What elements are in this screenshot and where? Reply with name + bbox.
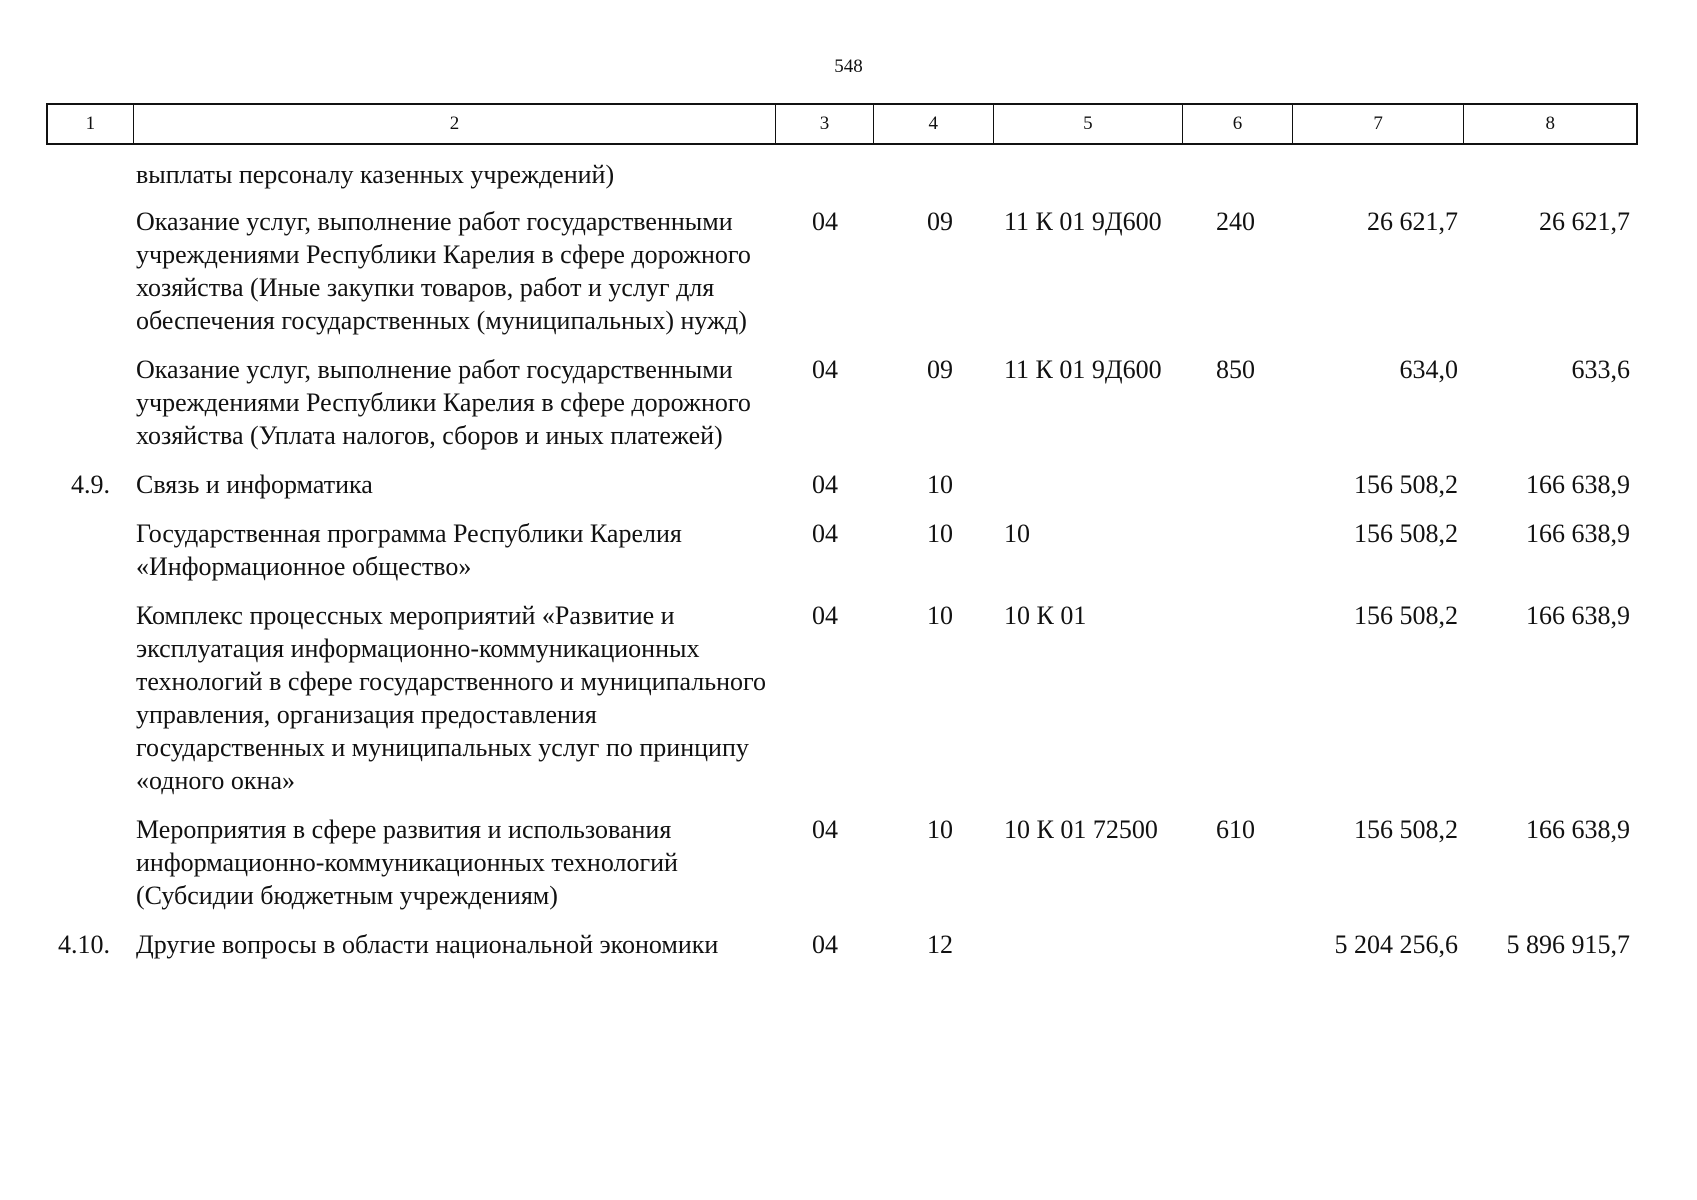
row-name: Оказание услуг, выполнение работ государственными учреждениями Республики Карелия в сфере дорожного хозяйства (Уплата налогов, сборов и иных платежей) xyxy=(136,355,751,450)
row-number: 4.9. xyxy=(71,470,110,499)
table-row xyxy=(46,353,1638,468)
table-row xyxy=(46,468,1638,517)
row-amount-1: 156 508,2 xyxy=(1354,815,1458,844)
row-section: 04 xyxy=(812,930,838,959)
row-target-article: 11 К 01 9Д600 xyxy=(1004,207,1162,236)
table-row xyxy=(46,205,1638,353)
row-number xyxy=(46,599,132,797)
row-name: выплаты персоналу казенных учреждений) xyxy=(136,160,615,189)
row-expense-type xyxy=(1184,928,1294,961)
row-name: Комплекс процессных мероприятий «Развитие и эксплуатация информационно-коммуникационных технологий в сфере государственного и муниципального управления, организация предоставления государственных и муниципальных услуг по принципу «одного окна» xyxy=(136,601,767,795)
row-name: Мероприятия в сфере развития и использования информационно-коммуникационных технологий (Субсидии бюджетным учреждениям) xyxy=(136,815,678,910)
row-subsection: 12 xyxy=(927,930,953,959)
table-row xyxy=(46,599,1638,813)
row-name: Оказание услуг, выполнение работ государственными учреждениями Республики Карелия в сфере дорожного хозяйства (Иные закупки товаров, работ и услуг для обеспечения государственных (муниципальных) нужд) xyxy=(136,207,751,335)
header-col-8: 8 xyxy=(1545,113,1555,134)
table-header xyxy=(46,103,1638,145)
row-target-article: 10 К 01 xyxy=(1004,601,1087,630)
row-amount-2: 166 638,9 xyxy=(1526,601,1630,630)
row-subsection: 10 xyxy=(927,601,953,630)
row-expense-type: 240 xyxy=(1216,207,1255,236)
row-amount-1: 5 204 256,6 xyxy=(1334,930,1458,959)
row-number xyxy=(46,517,132,583)
row-amount-1 xyxy=(1294,158,1466,191)
row-amount-2: 633,6 xyxy=(1571,355,1630,384)
row-subsection: 09 xyxy=(927,355,953,384)
header-col-2: 2 xyxy=(134,105,776,143)
header-col-5: 5 xyxy=(994,105,1184,143)
row-subsection: 09 xyxy=(927,207,953,236)
row-section: 04 xyxy=(812,470,838,499)
table-body xyxy=(46,158,1638,977)
row-amount-1: 156 508,2 xyxy=(1354,601,1458,630)
table-row xyxy=(46,813,1638,928)
row-subsection: 10 xyxy=(927,519,953,548)
row-section: 04 xyxy=(812,601,838,630)
table-row xyxy=(46,928,1638,977)
row-number xyxy=(46,813,132,912)
row-amount-1: 156 508,2 xyxy=(1354,519,1458,548)
row-amount-1: 26 621,7 xyxy=(1367,207,1458,236)
row-expense-type: 610 xyxy=(1216,815,1255,844)
row-number xyxy=(46,353,132,452)
row-target-article: 11 К 01 9Д600 xyxy=(1004,355,1162,384)
row-expense-type: 850 xyxy=(1216,355,1255,384)
row-amount-2: 166 638,9 xyxy=(1526,519,1630,548)
header-col-4: 4 xyxy=(874,105,994,143)
row-subsection: 10 xyxy=(927,815,953,844)
row-number xyxy=(46,158,132,191)
row-amount-1: 634,0 xyxy=(1399,355,1458,384)
table-row xyxy=(46,517,1638,599)
row-amount-2: 5 896 915,7 xyxy=(1506,930,1630,959)
row-target-article xyxy=(994,468,1184,501)
header-col-7: 7 xyxy=(1293,105,1465,143)
row-expense-type xyxy=(1184,517,1294,583)
row-section: 04 xyxy=(812,815,838,844)
row-section: 04 xyxy=(812,355,838,384)
header-col-3: 3 xyxy=(776,105,874,143)
row-amount-2: 166 638,9 xyxy=(1526,815,1630,844)
row-amount-1: 156 508,2 xyxy=(1354,470,1458,499)
row-subsection: 10 xyxy=(927,470,953,499)
row-name: Другие вопросы в области национальной экономики xyxy=(136,930,719,959)
row-expense-type xyxy=(1184,158,1294,191)
row-section: 04 xyxy=(812,519,838,548)
header-col-6: 6 xyxy=(1183,105,1293,143)
row-amount-2 xyxy=(1466,158,1638,191)
row-target-article xyxy=(994,158,1184,191)
row-section: 04 xyxy=(812,207,838,236)
row-target-article: 10 К 01 72500 xyxy=(1004,815,1158,844)
row-target-article xyxy=(994,928,1184,961)
row-amount-2: 26 621,7 xyxy=(1539,207,1630,236)
row-amount-2: 166 638,9 xyxy=(1526,470,1630,499)
row-expense-type xyxy=(1184,468,1294,501)
row-section xyxy=(776,158,874,191)
row-name: Государственная программа Республики Карелия «Информационное общество» xyxy=(136,519,682,581)
header-col-1: 1 xyxy=(48,105,134,143)
page-number: 548 xyxy=(834,56,863,77)
row-subsection xyxy=(874,158,994,191)
row-number xyxy=(46,205,132,337)
row-expense-type xyxy=(1184,599,1294,797)
row-name: Связь и информатика xyxy=(136,470,373,499)
row-target-article: 10 xyxy=(1004,519,1030,548)
row-number: 4.10. xyxy=(58,930,110,959)
table-row xyxy=(46,158,1638,205)
